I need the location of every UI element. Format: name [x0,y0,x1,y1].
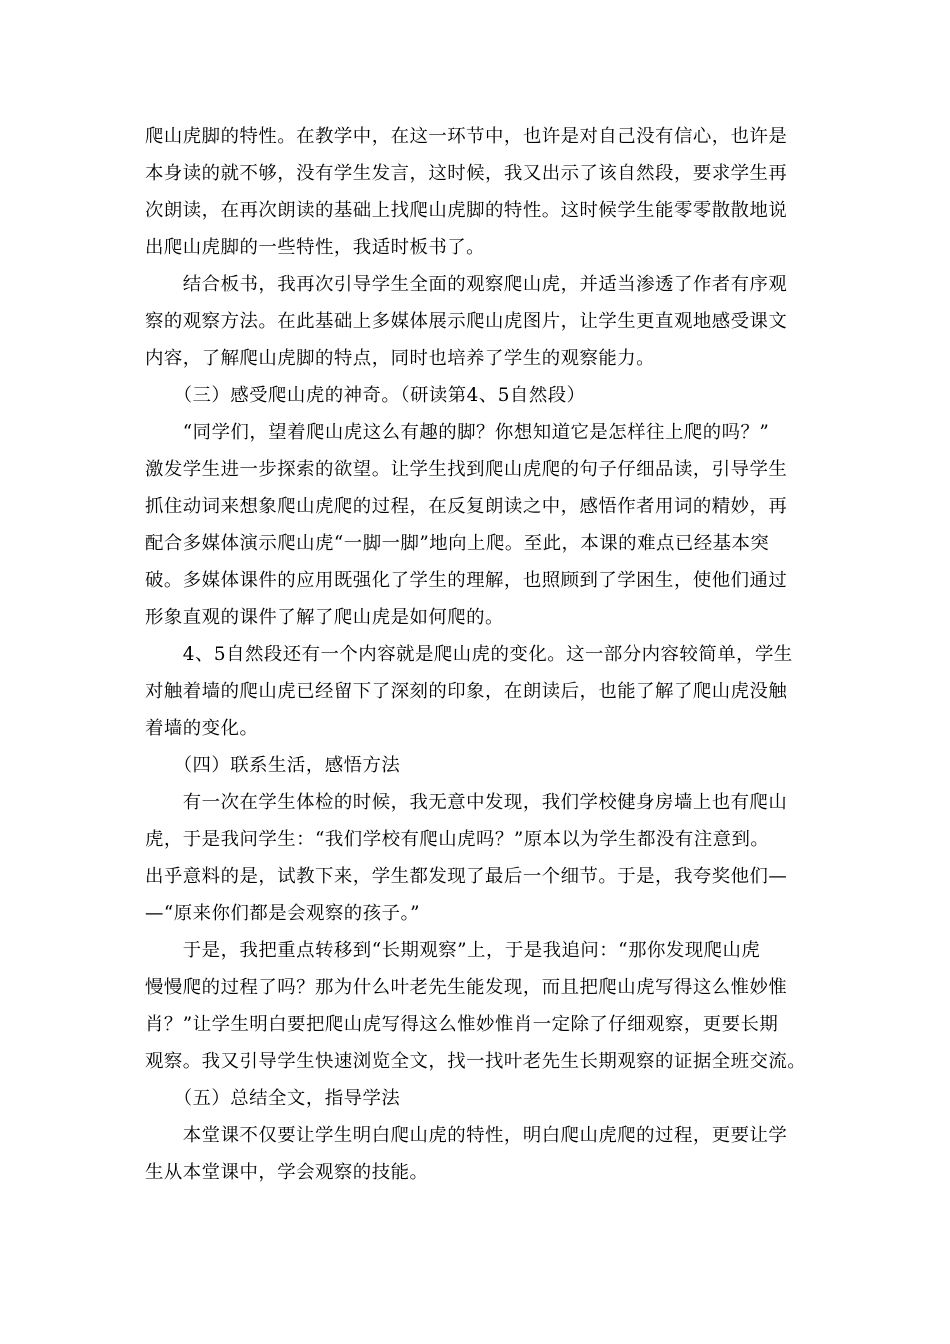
text-line: 有一次在学生体检的时候，我无意中发现，我们学校健身房墙上也有爬山 [145,792,788,813]
text-line: 出乎意料的是，试教下来，学生都发现了最后一个细节。于是，我夸奖他们— [145,866,788,887]
text-line: 配合多媒体演示爬山虎“一脚一脚”地向上爬。至此，本课的难点已经基本突 [145,533,770,554]
text-line: 形象直观的课件了解了爬山虎是如何爬的。 [145,607,504,628]
text-line: 察的观察方法。在此基础上多媒体展示爬山虎图片，让学生更直观地感受课文 [145,311,788,332]
text-line: —“原来你们都是会观察的孩子。” [145,903,421,924]
paragraph [145,118,807,266]
text-line: 内容，了解爬山虎脚的特点，同时也培养了学生的观察能力。 [145,348,656,369]
text-line: 慢慢爬的过程了吗？那为什么叶老先生能发现，而且把爬山虎写得这么惟妙惟 [145,977,788,998]
text-line: 观察。我又引导学生快速浏览全文，找一找叶老先生长期观察的证据全班交流。 [145,1051,807,1072]
document-body [145,118,807,1191]
paragraph [145,932,807,1080]
text-line: 于是，我把重点转移到“长期观察”上，于是我追问：“那你发现爬山虎 [145,940,761,961]
paragraph [145,1117,807,1191]
text-line: 抓住动词来想象爬山虎爬的过程，在反复朗读之中，感悟作者用词的精妙，再 [145,496,788,517]
section-heading [145,1080,807,1117]
section-heading [145,377,807,414]
section-heading [145,747,807,784]
text-line: 破。多媒体课件的应用既强化了学生的理解，也照顾到了学困生，使他们通过 [145,570,788,591]
text-line: 次朗读，在再次朗读的基础上找爬山虎脚的特性。这时候学生能零零散散地说 [145,200,788,221]
section-heading-text: （三）感受爬山虎的神奇。（研读第4、5自然段） [145,385,586,406]
text-line: 本堂课不仅要让学生明白爬山虎的特性，明白爬山虎爬的过程，更要让学 [145,1125,788,1146]
text-line: 激发学生进一步探索的欲望。让学生找到爬山虎爬的句子仔细品读，引导学生 [145,459,788,480]
section-heading-text: （四）联系生活，感悟方法 [145,755,401,776]
text-line: 爬山虎脚的特性。在教学中，在这一环节中，也许是对自己没有信心，也许是 [145,126,788,147]
paragraph [145,266,807,377]
text-line: 肖？”让学生明白要把爬山虎写得这么惟妙惟肖一定除了仔细观察，更要长期 [145,1014,779,1035]
paragraph [145,636,807,747]
paragraph [145,414,807,636]
text-line: 结合板书，我再次引导学生全面的观察爬山虎，并适当渗透了作者有序观 [145,274,788,295]
text-line: 4、5自然段还有一个内容就是爬山虎的变化。这一部分内容较简单，学生 [145,644,793,665]
text-line: 出爬山虎脚的一些特性，我适时板书了。 [145,237,486,258]
paragraph [145,784,807,932]
text-line: 虎，于是我问学生：“我们学校有爬山虎吗？”原本以为学生都没有注意到。 [145,829,770,850]
text-line: 着墙的变化。 [145,718,259,739]
text-line: 本身读的就不够，没有学生发言，这时候，我又出示了该自然段，要求学生再 [145,163,788,184]
text-line: 对触着墙的爬山虎已经留下了深刻的印象，在朗读后，也能了解了爬山虎没触 [145,681,788,702]
text-line: 生从本堂课中，学会观察的技能。 [145,1162,429,1183]
section-heading-text: （五）总结全文，指导学法 [145,1088,401,1109]
text-line: “同学们，望着爬山虎这么有趣的脚？你想知道它是怎样往上爬的吗？” [145,422,770,443]
